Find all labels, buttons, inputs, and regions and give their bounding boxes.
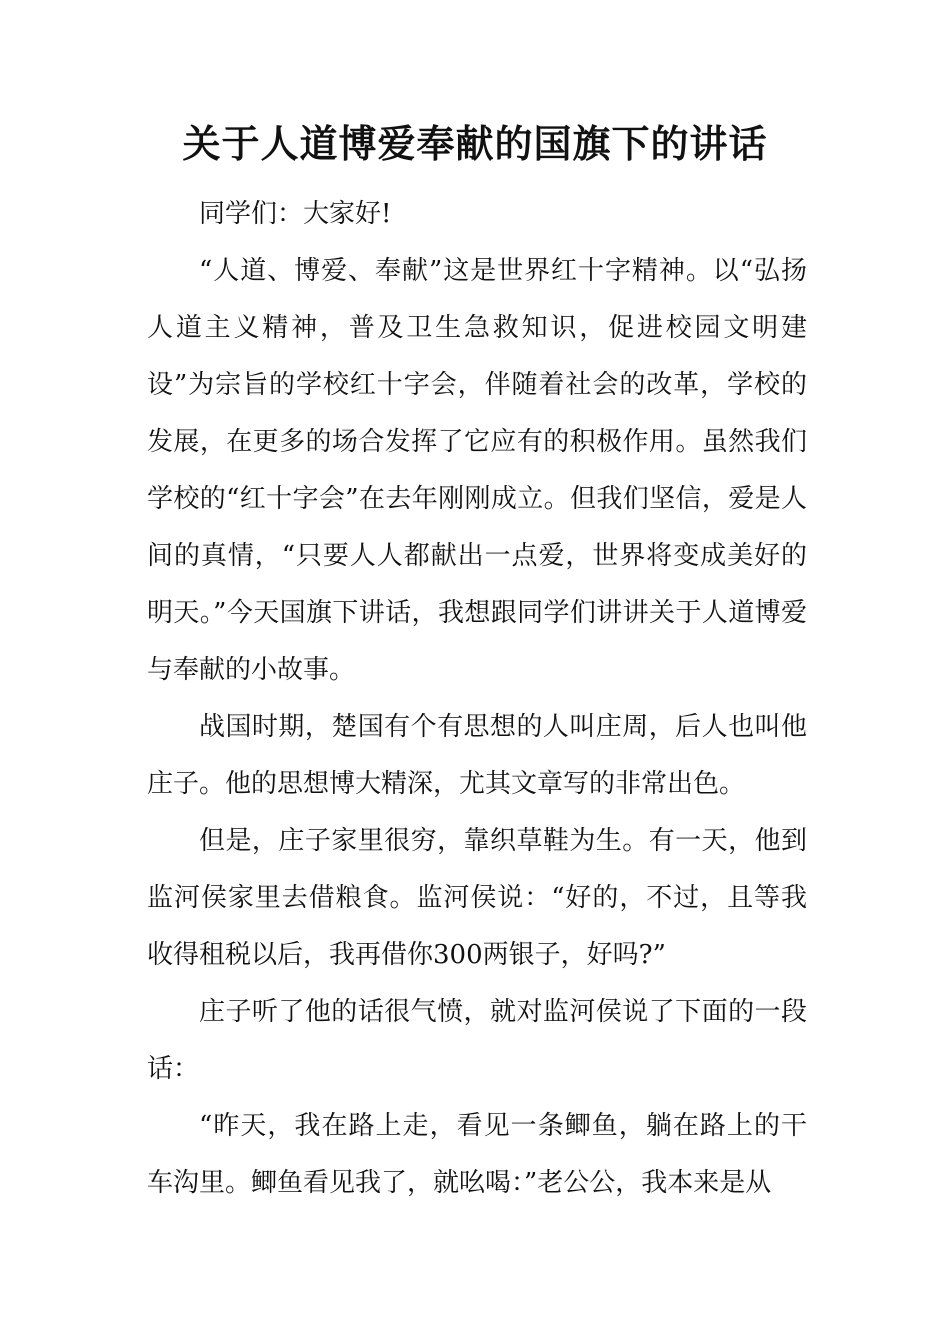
document-body: [147, 186, 807, 1212]
paragraph-red-cross-intro: “人道、博爱、奉献”这是世界红十字精神。以“弘扬人道主义精神，普及卫生急救知识，促进校园文明建设”为宗旨的学校红十字会，伴随着社会的改革，学校的发展，在更多的场合发挥了它应有的积极作用。虽然我们学校的“红十字会”在去年刚刚成立。但我们坚信，爱是人间的真情，“只要人人都献出一点爱，世界将变成美好的明天。”今天国旗下讲话，我想跟同学们讲讲关于人道博爱与奉献的小故事。: [147, 256, 807, 685]
document-title: 关于人道博爱奉献的国旗下的讲话: [182, 121, 768, 166]
paragraph-zhuangzi-response: 庄子听了他的话很气愤，就对监河侯说了下面的一段话：: [147, 997, 807, 1084]
paragraph-borrowing-grain: 但是，庄子家里很穷，靠织草鞋为生。有一天，他到监河侯家里去借粮食。监河侯说：“好的，不过，且等我收得租税以后，我再借你300两银子，好吗?”: [147, 826, 807, 970]
paragraph-carp-story: “昨天，我在路上走，看见一条鲫鱼，躺在路上的干车沟里。鲫鱼看见我了，就吆喝：”老公公，我本来是从: [147, 1111, 807, 1198]
paragraph-greeting: 同学们：大家好!: [199, 199, 392, 229]
paragraph-zhuangzi-intro: 战国时期，楚国有个有思想的人叫庄周，后人也叫他庄子。他的思想博大精深，尤其文章写的非常出色。: [147, 712, 807, 799]
